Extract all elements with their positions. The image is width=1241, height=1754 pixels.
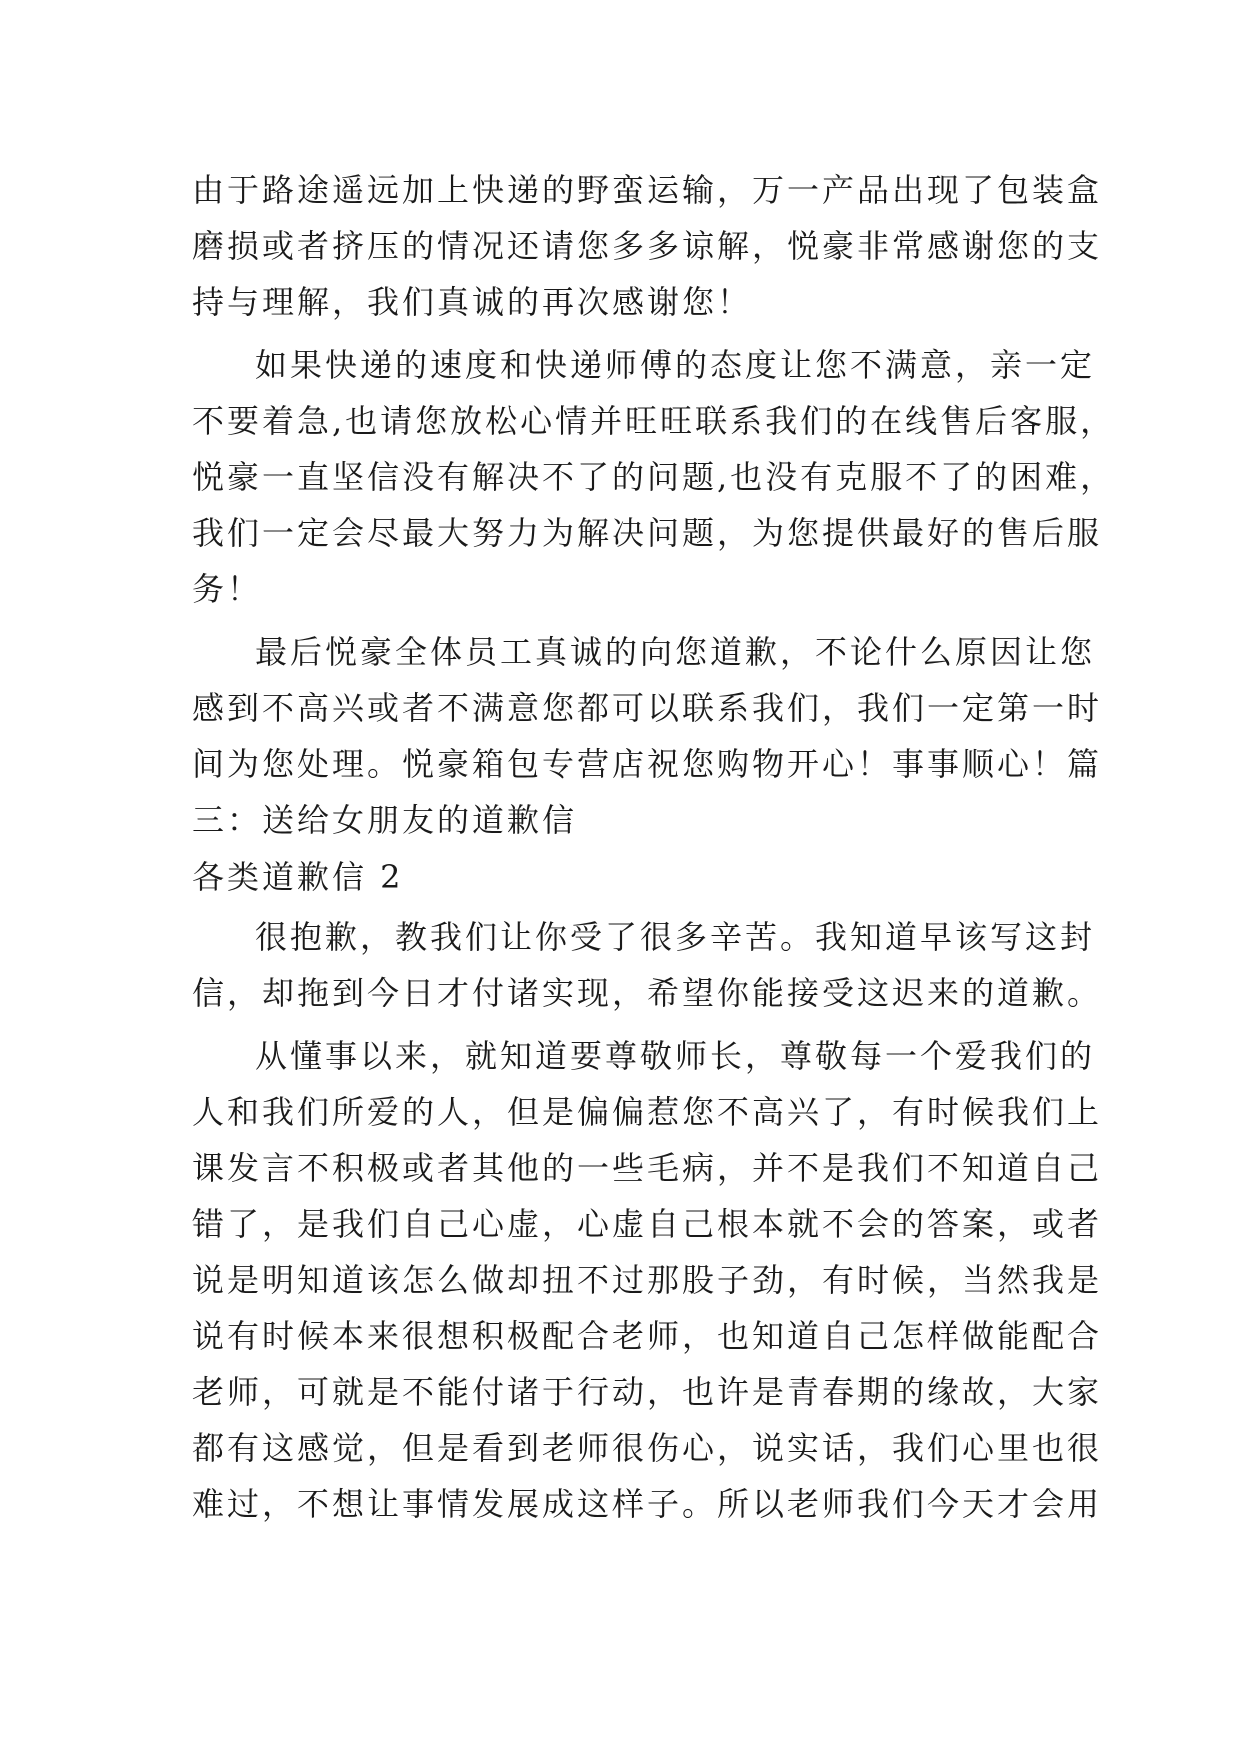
text-line: 课发言不积极或者其他的一些毛病，并不是我们不知道自己 <box>192 1149 1103 1187</box>
text-line: 持与理解，我们真诚的再次感谢您！ <box>192 283 753 321</box>
text-line: 错了，是我们自己心虚，心虚自己根本就不会的答案，或者 <box>192 1205 1103 1243</box>
text-line: 间为您处理。悦豪箱包专营店祝您购物开心！事事顺心！篇 <box>192 745 1103 783</box>
text-line: 三：送给女朋友的道歉信 <box>192 801 578 839</box>
text-line: 磨损或者挤压的情况还请您多多谅解，悦豪非常感谢您的支 <box>192 227 1103 265</box>
text-line: 老师，可就是不能付诸于行动，也许是青春期的缘故，大家 <box>192 1373 1103 1411</box>
text-line: 我们一定会尽最大努力为解决问题，为您提供最好的售后服 <box>192 514 1103 552</box>
text-line: 说是明知道该怎么做却扭不过那股子劲，有时候，当然我是 <box>192 1261 1103 1299</box>
text-line: 由于路途遥远加上快递的野蛮运输，万一产品出现了包装盒 <box>192 171 1103 209</box>
paragraph-start-line: 如果快递的速度和快递师傅的态度让您不满意，亲一定 <box>255 346 1096 384</box>
text-line: 说有时候本来很想积极配合老师，也知道自己怎样做能配合 <box>192 1317 1103 1355</box>
paragraph-start-line: 从懂事以来，就知道要尊敬师长，尊敬每一个爱我们的 <box>255 1037 1096 1075</box>
text-line: 务！ <box>192 570 263 608</box>
text-line: 都有这感觉，但是看到老师很伤心，说实话，我们心里也很 <box>192 1429 1103 1467</box>
text-line: 不要着急,也请您放松心情并旺旺联系我们的在线售后客服， <box>192 402 1116 440</box>
paragraph-start-line: 最后悦豪全体员工真诚的向您道歉，不论什么原因让您 <box>255 633 1096 671</box>
text-line: 人和我们所爱的人，但是偏偏惹您不高兴了，有时候我们上 <box>192 1093 1103 1131</box>
paragraph-start-line: 很抱歉，教我们让你受了很多辛苦。我知道早该写这封 <box>255 918 1096 956</box>
section-heading: 各类道歉信 2 <box>192 858 404 896</box>
text-line: 悦豪一直坚信没有解决不了的问题,也没有克服不了的困难， <box>192 458 1116 496</box>
text-line: 感到不高兴或者不满意您都可以联系我们，我们一定第一时 <box>192 689 1103 727</box>
text-line: 信，却拖到今日才付诸实现，希望你能接受这迟来的道歉。 <box>192 974 1103 1012</box>
text-line: 难过，不想让事情发展成这样子。所以老师我们今天才会用 <box>192 1485 1103 1523</box>
